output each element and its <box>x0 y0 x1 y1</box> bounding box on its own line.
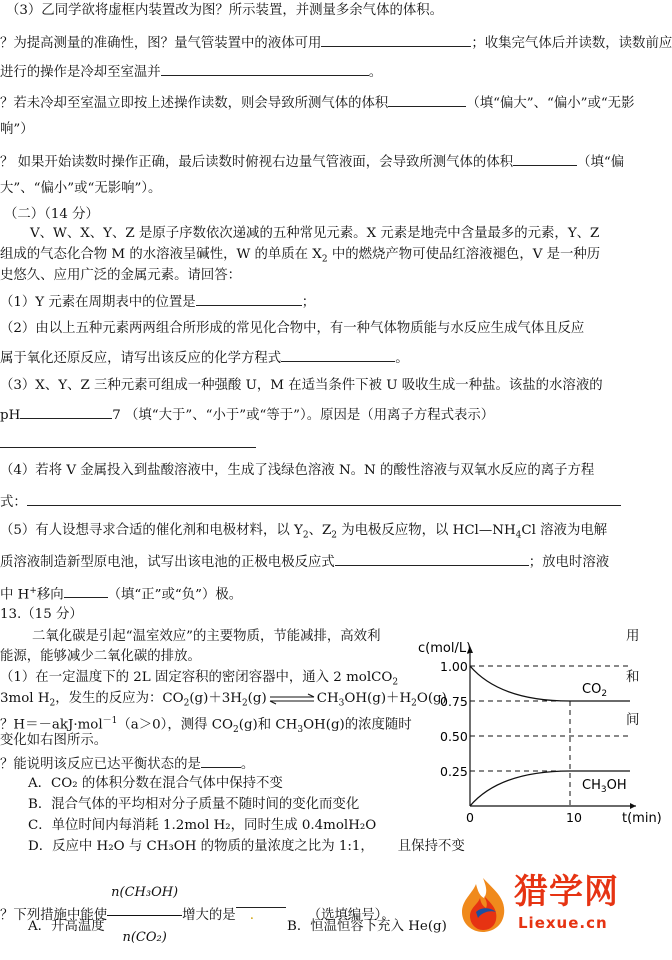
text: CH <box>316 691 339 706</box>
paragraph <box>0 267 642 285</box>
y-tick-label: 1.00 <box>440 659 468 674</box>
text: （2）由以上五种元素两两组合所形成的常见化合物中，有一种气体物质能与水反应生成气体且反应 <box>0 321 585 336</box>
answer-blank[interactable] <box>281 348 395 362</box>
question-3c <box>0 434 642 454</box>
text: 史悠久、应用广泛的金属元素。请回答： <box>0 268 242 283</box>
question-5c <box>0 582 642 604</box>
y-axis-label: c(mol/L) <box>418 641 472 656</box>
text: (g) <box>247 691 267 706</box>
text: 组成的气态化合物 M 的水溶液呈碱性，W 的单质在 X <box>0 247 322 262</box>
subscript: 2 <box>411 698 417 709</box>
question-5 <box>0 522 642 545</box>
question-5b <box>0 552 642 572</box>
subscript: 2 <box>321 254 328 265</box>
text: V、W、X、Y、Z 是原子序数依次递减的五种常见元素。X 元素是地壳中含量最多的元素，Y、Z <box>30 226 600 241</box>
x-axis-arrow <box>630 803 636 809</box>
watermark-url: Liexue.cn <box>518 914 608 932</box>
text: 中 H <box>0 587 30 603</box>
answer-blank[interactable] <box>236 894 286 923</box>
section-heading <box>4 206 642 224</box>
subscript: 2 <box>392 677 399 688</box>
question-1 <box>0 292 642 312</box>
y-tick-label: 0.25 <box>440 764 468 779</box>
text: （4）若将 V 金属投入到盐酸溶液中，生成了浅绿色溶液 N。N 的酸性溶液与双氧水反应的离子方程 <box>0 463 595 478</box>
line-q2 <box>0 93 642 113</box>
text: 和 <box>626 670 640 685</box>
fraction-denominator: n(CO₂) <box>122 930 167 945</box>
answer-blank[interactable] <box>64 584 108 598</box>
text: （填“偏大”、“偏小”或“无影 <box>466 96 635 111</box>
watermark <box>454 872 642 938</box>
line-q1b <box>0 62 642 82</box>
subscript: 2 <box>183 698 190 709</box>
text: . <box>249 908 254 923</box>
line-q2b <box>0 121 642 139</box>
text: OH(g)的浓度随时 <box>303 717 412 733</box>
answer-blank[interactable] <box>27 492 621 506</box>
text: （二）（14 分） <box>4 207 99 222</box>
text: ？下列措施中能使 <box>0 908 108 923</box>
answer-blank[interactable] <box>388 93 466 107</box>
line-3 <box>6 2 642 20</box>
text[interactable]: A．升高温度 <box>28 919 105 934</box>
answer-blank[interactable] <box>20 405 112 419</box>
text: (g)和 CH <box>238 717 298 733</box>
text[interactable]: B．恒温恒容下充入 He(g) <box>287 919 447 934</box>
question-2b <box>0 348 642 368</box>
text: ？为提高测量的准确性，图？量气管装置中的液体可用 <box>0 36 322 51</box>
text: （1）Y 元素在周期表中的位置是 <box>0 295 196 310</box>
text: ？若未冷却至室温立即按上述操作读数，则会导致所测气体的体积 <box>0 96 389 111</box>
text: 3mol H <box>0 691 50 706</box>
text: 间 <box>626 713 640 728</box>
superscript: －1 <box>102 716 118 726</box>
fraction-numerator: n(CH₃OH) <box>107 871 182 916</box>
flame-logo-icon <box>454 876 512 934</box>
answer-blank[interactable] <box>196 292 302 306</box>
paragraph <box>30 225 642 243</box>
series-label: $CH_3OH$ <box>582 778 627 795</box>
question-3 <box>0 377 642 395</box>
text: ？H＝－akJ·mol <box>0 717 103 733</box>
text: (g)＋3H <box>189 691 242 706</box>
subscript: 3 <box>297 725 304 736</box>
text: ？能说明该反应已达平衡状态的是 <box>0 757 201 772</box>
y-tick-label: 0.75 <box>440 694 468 709</box>
text: ；收集完气体后并读数，读数前应 <box>471 36 672 51</box>
option-b[interactable] <box>28 796 359 814</box>
text: （选填编号）。 <box>307 908 395 923</box>
text: 中的燃烧产物可使品红溶液褪色，V 是一种历 <box>327 247 601 262</box>
text: 。 <box>368 65 383 80</box>
x-tick-label: 10 <box>566 810 582 825</box>
subscript: 2 <box>49 698 56 709</box>
x-tick-label: 0 <box>466 810 474 825</box>
text: O(g) <box>416 691 447 706</box>
text: 增大的是 <box>182 908 236 923</box>
text: 、Z <box>308 523 332 538</box>
watermark-text: 猎学网 <box>514 872 619 912</box>
question-4b <box>0 492 642 512</box>
answer-blank[interactable] <box>513 152 577 166</box>
text: A．CO₂ 的体积分数在混合气体中保持不变 <box>28 776 283 791</box>
option-c[interactable] <box>28 817 376 835</box>
text: （填“偏 <box>577 155 625 170</box>
text: ，发生的反应为：CO <box>55 691 184 706</box>
problem-13-title <box>0 606 642 624</box>
text: 进行的操作是冷却至室温并 <box>0 65 161 80</box>
text: 响”） <box>0 122 34 137</box>
answer-blank[interactable] <box>321 33 471 47</box>
text: C．单位时间内每消耗 1.2mol H₂，同时生成 0.4molH₂O <box>28 818 377 833</box>
series-label: $CO_2$ <box>582 682 608 699</box>
text: D．反应中 H₂O 与 CH₃OH 的物质的量浓度之比为 1:1， <box>28 839 374 854</box>
superscript: + <box>29 586 37 596</box>
y-tick-label: 0.50 <box>440 729 468 744</box>
question-2 <box>0 320 642 338</box>
option-d[interactable] <box>28 838 465 856</box>
text: 能源，能够减少二氧化碳的排放。 <box>0 649 201 664</box>
text: 二氧化碳是引起“温室效应”的主要物质，节能减排，高效利 <box>32 629 381 644</box>
text: （3）乙同学欲将虚框内装置改为图？所示装置，并测量多余气体的体积。 <box>6 3 444 18</box>
text: 7 （填“大于”、“小于”或“等于”）。原因是（用离子方程式表示） <box>112 408 495 423</box>
text: B．混合气体的平均相对分子质量不随时间的变化而变化 <box>28 797 360 812</box>
text: OH(g)＋H <box>344 691 412 706</box>
text: Cl 溶液为电解 <box>521 523 608 538</box>
x-axis-label: t(min) <box>622 811 662 826</box>
text: 为电极反应物，以 HCl—NH <box>337 523 516 538</box>
text: （1）在一定温度下的 2L 固定容积的密闭容器中，通入 2 molCO <box>0 670 393 685</box>
subscript: 2 <box>241 698 248 709</box>
subscript: 2 <box>331 530 337 541</box>
question-3b <box>0 405 642 425</box>
text: 变化如右图所示。 <box>0 733 108 748</box>
question-4 <box>0 462 642 480</box>
text: pH <box>0 408 21 423</box>
equilibrium-arrow-icon <box>267 693 317 705</box>
answer-blank[interactable] <box>0 434 256 448</box>
text: 用 <box>626 629 640 644</box>
subscript: 2 <box>233 725 239 736</box>
text: ；放电时溶液 <box>528 555 610 570</box>
paragraph <box>0 246 642 269</box>
answer-blank[interactable] <box>335 552 529 566</box>
text: 式： <box>0 495 27 510</box>
text: 移向 <box>36 587 64 603</box>
text: 且保持不变 <box>397 839 465 854</box>
line-q3b <box>0 180 642 198</box>
concentration-chart <box>414 626 662 840</box>
text: （5）有人设想寻求合适的催化剂和电极材料，以 Y <box>0 523 303 538</box>
text: ？ 如果开始读数时操作正确，最后读数时俯视右边量气管液面，会导致所测气体的体积 <box>0 155 514 170</box>
text: （填“正”或“负”）极。 <box>107 587 243 603</box>
option-a[interactable] <box>28 775 283 793</box>
text: 大”、“偏小”或“无影响”）。 <box>0 181 162 196</box>
text: 。 <box>395 351 409 366</box>
ratio-fraction <box>107 871 182 960</box>
text: 13.（15 分） <box>0 607 83 622</box>
subscript: 2 <box>302 530 309 541</box>
text: 。 <box>240 757 255 772</box>
answer-blank[interactable] <box>161 62 369 76</box>
text: 属于氧化还原反应，请写出该反应的化学方程式 <box>0 351 282 366</box>
text: ； <box>301 295 316 310</box>
text: （a＞0），测得 CO <box>117 717 233 733</box>
text: 质溶液制造新型原电池，试写出该电池的正极电极反应式 <box>0 555 335 570</box>
subscript: 4 <box>515 530 522 541</box>
line-q3 <box>0 152 642 172</box>
text: （3）X、Y、Z 三种元素可组成一种强酸 U，M 在适当条件下被 U 吸收生成一种盐。该盐的水溶液的 <box>0 378 603 393</box>
answer-blank[interactable] <box>201 754 241 768</box>
subscript: 3 <box>338 698 345 709</box>
line-q1 <box>0 33 672 53</box>
